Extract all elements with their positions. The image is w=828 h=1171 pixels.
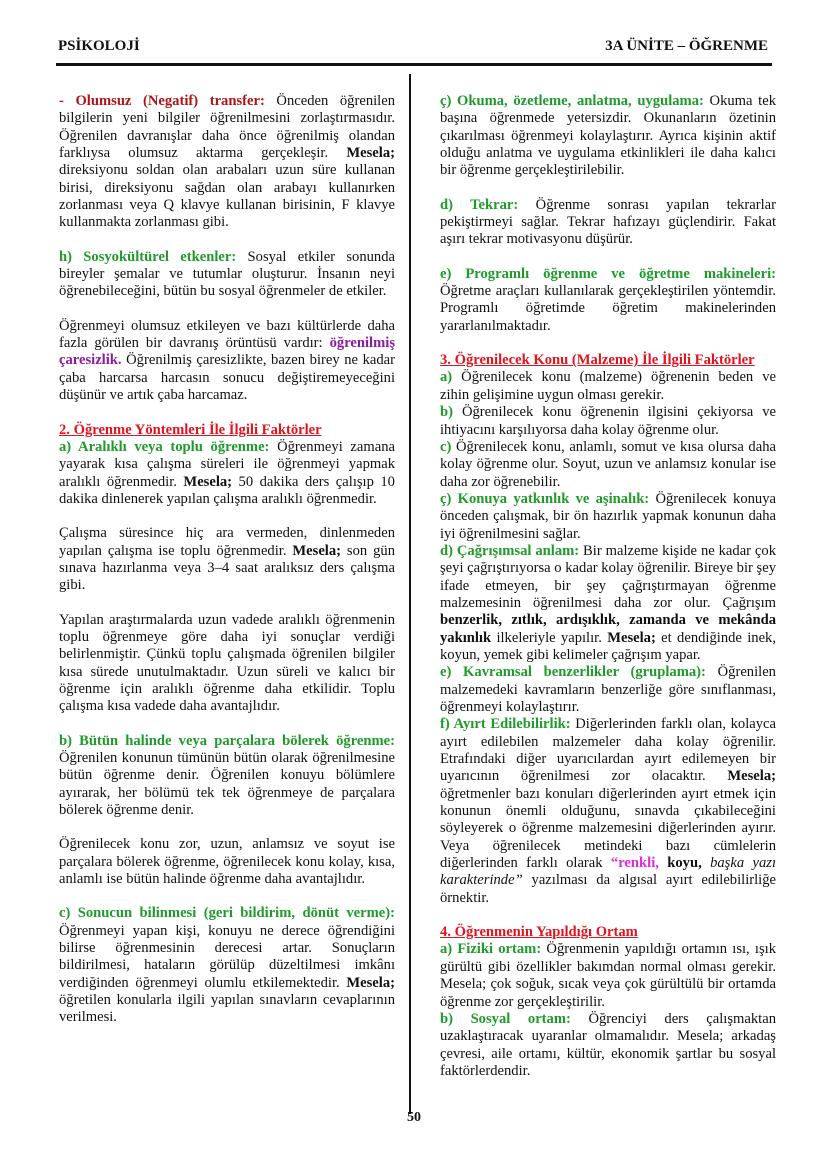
paragraph (440, 197, 776, 249)
header-rule (56, 63, 772, 66)
heading-text: 3. Öğrenilecek Konu (Malzeme) İle İlgili Faktörler (440, 352, 755, 369)
text-run: son gün sınava hazırlanma veya 3–4 saat aralıksız ders çalışma gibi. (59, 542, 395, 594)
text-run: Öğrenme sonrası yapılan tekrarlar pekiştirmeyi sağlar. Tekrar hafızayı güçlendirir. Fakat aşırı tekrar motivasyonu düşürür. (440, 196, 776, 248)
left-column (59, 93, 395, 1044)
paragraph (440, 941, 776, 1010)
text-run: Öğrenmenin yapıldığı ortamın ısı, ışık gürültü gibi özellikler bakımdan normal olması gerekir. Mesela; çok soğuk, sıcak veya çok gürültülü bir ortamda öğrenme zor gerçekleştirilir. (440, 941, 776, 1010)
text-run: Mesela; (346, 145, 395, 162)
text-run: Mesela; (292, 542, 342, 559)
paragraph (440, 266, 776, 335)
section-heading (440, 352, 776, 369)
term-label: b) (440, 404, 453, 421)
text-run: Öğrenmeyi olumsuz etkileyen ve bazı kültürlerde daha fazla görülen bir davranış örüntüsü vardır: (59, 317, 395, 352)
heading-text: 2. Öğrenme Yöntemleri İle İlgili Faktörler (59, 421, 322, 438)
right-column (440, 93, 776, 1080)
term-label: a) Aralıklı veya toplu öğrenme: (59, 438, 270, 455)
text-run: “renkli, (610, 855, 659, 872)
text-run: Öğrenilecek konu (malzeme) öğrenenin beden ve zihin gelişimine uygun olması gerekir. (440, 369, 776, 403)
term-label: d) Çağrışımsal anlam: (440, 542, 580, 559)
paragraph (59, 836, 395, 888)
term-label: ç) Okuma, özetleme, anlatma, uygulama: (440, 93, 704, 109)
term-label: d) Tekrar: (440, 196, 519, 213)
paragraph (440, 491, 776, 543)
text-run: Öğrenmeyi yapan kişi, konuyu ne derece öğrendiğini bilirse öğrenmesinin derecesi artar. Sonuçların bildirilmesi, hataların görülüp düzeltilmesi imkânı verdiğinden öğrenmeyi olumlu etkilemektedir. (59, 922, 395, 991)
paragraph (59, 612, 395, 716)
text-run: Bir malzeme kişide ne kadar çok şeyi çağrıştırıyorsa o kadar kolay öğrenilir. Bireye bir şey ifade etmeyen, bir şey çağrıştırmayan öğrenme malzemesinin öğrenilmesi daha zor olur. Çağrışım (440, 542, 776, 611)
term-label: c) (440, 438, 452, 455)
text-run: benzerlik, zıtlık, ardışıklık, zamanda ve mekânda yakınlık (440, 612, 776, 646)
section-heading (440, 924, 776, 941)
text-run: Öğrenilecek konuya önceden çalışmak, bir ön hazırlık yapmak konunun daha iyi öğrenilmesini sağlar. (440, 490, 776, 542)
term-label: c) Sonucun bilinmesi (geri bildirim, dönüt verme): (59, 905, 395, 922)
term-label: h) Sosyokültürel etkenler: (59, 248, 237, 265)
paragraph (59, 525, 395, 594)
text-run: Öğretme araçları kullanılarak gerçekleştirilen yöntemdir. Programlı öğretimde öğretim makinelerinden yararlanılmaktadır. (440, 283, 776, 334)
paragraph (59, 733, 395, 820)
heading-text: 4. Öğrenmenin Yapıldığı Ortam (440, 924, 638, 941)
paragraph (59, 318, 395, 405)
text-run: ilkeleriyle yapılır. (491, 629, 608, 646)
text-run: Mesela; (346, 974, 395, 991)
term-label: a) (440, 369, 453, 386)
text-run: Mesela; (183, 473, 233, 490)
paragraph (59, 905, 395, 1026)
term-label: f) Ayırt Edilebilirlik: (440, 716, 571, 733)
section-heading (59, 422, 395, 439)
text-run: Öğrenmeyi zamana yayarak kısa çalışma süreleri ile öğrenmeyi yapmak aralıklı öğrenmedir. (59, 438, 395, 490)
text-run: Çalışma süresince hiç ara vermeden, dinlenmeden yapılan çalışma ise toplu öğrenmedir. (59, 525, 395, 559)
header-unit-title: 3A ÜNİTE – ÖĞRENME (605, 38, 768, 54)
text-run: Mesela; (727, 768, 776, 785)
term-label: a) Fiziki ortam: (440, 941, 542, 958)
column-divider (409, 74, 411, 1114)
text-run: Sosyal etkiler sonunda bireyler şemalar ve tutumlar oluşturur. İnsanın neyi öğrenebileceğini, bütün bu sosyal öğrenmeler de etkiler. (59, 248, 395, 300)
paragraph (59, 439, 395, 508)
term-label: b) Sosyal ortam: (440, 1010, 571, 1027)
paragraph (440, 1011, 776, 1080)
text-run: Yapılan araştırmalarda uzun vadede aralıklı öğrenmenin toplu öğrenmeye göre daha iyi sonuçlar verdiği belirlenmiştir. Çünkü toplu çalışmada öğrenilen bilgiler kısa sürede unutulmaktadır. Uzun süreli ve kalıcı bir öğrenme için aralıklı öğrenme daha etkilidir. Toplu çalışma kısa vadede daha avantajlıdır. (59, 611, 395, 715)
text-run: koyu, (658, 855, 702, 872)
text-run: başka yazı karakterinde” (440, 855, 776, 889)
text-run: et dendiğinde inek, koyun, yemek gibi kelimeler çağrışım yapar. (440, 629, 776, 663)
term-label: - Olumsuz (Negatif) transfer: (59, 93, 265, 109)
text-run: Önceden öğrenilen bilgilerin yeni bilgiler öğrenilmesini zorlaştırmasıdır. Öğrenilen davranışlar daha önce öğrenilmiş olandan farklıysa olumsuz aktarma gerçekleşir. (59, 93, 395, 162)
text-run: öğrenilmiş çaresizlik. (59, 335, 395, 369)
paragraph (59, 249, 395, 301)
text-run: Öğrenilen konunun tümünün bütün olarak öğrenilmesine bütün öğrenme denir. Öğrenilen konuyu bölümlere ayırarak, her bölümü tek tek öğrenmeye de parçalara bölerek öğrenme denir. (59, 750, 395, 819)
paragraph (440, 439, 776, 491)
text-run: direksiyonu soldan olan arabaları uzun süre kullanan birisi, direksiyonu sağdan olan arabayı kullanırken zorlanması veya Q klavye kullanan birisinin, F klavye kullanmakta zorlanması gibi. (59, 162, 395, 231)
text-run: Öğrenciyi ders çalışmaktan uzaklaştıracak uyaranlar olmamalıdır. Mesela; arkadaş çevresi, aile ortamı, kültür, ekonomik şartlar bu sosyal faktörlerdendir. (440, 1010, 777, 1079)
term-label: e) Programlı öğrenme ve öğretme makineleri: (440, 265, 776, 282)
text-run: Öğrenilecek konu öğrenenin ilgisini çekiyorsa ve ihtiyacını karşılıyorsa daha kolay öğrenme olur. (440, 404, 776, 438)
term-label: ç) Konuya yatkınlık ve aşinalık: (440, 490, 650, 507)
term-label: b) Bütün halinde veya parçalara bölerek öğrenme: (59, 732, 395, 749)
text-run: Diğerlerinden farklı olan, kolayca ayırt edilebilen malzemeler daha kolay öğrenilir. Etrafındaki diğer uyarıcılardan ayırt edilemeyen bir uyarıcının öğrenilmesi zor olacaktır. (440, 716, 776, 785)
text-run: 50 dakika ders çalışıp 10 dakika dinlenerek yapılan çalışma aralıklı öğrenmedir. (59, 473, 395, 507)
text-run: öğretmenler bazı konuları diğerlerinden ayırt etmek için konunun önemli olduğunu, sınavda çıkabileceğini söyleyerek o öğrenme malzemesini diğerlerinden ayırır. Veya öğrenilecek metindeki bazı cümlelerin diğerlerinden farklı olarak (440, 785, 776, 872)
paragraph (59, 93, 395, 232)
paragraph (440, 404, 776, 439)
paragraph (440, 664, 776, 716)
paragraph (440, 369, 776, 404)
text-run: yazılması da algısal ayırt edilebilirliğe örnektir. (440, 872, 776, 906)
text-run: Okuma tek başına öğrenmede yetersizdir. Okunanların özetinin çıkarılması öğrenmeyi kolaylaştırır. Ayrıca kişinin aktif olduğu anlatma ve uygulama etkinlikleri ile daha kalıcı bir öğrenme gerçekleştirilebilir. (440, 93, 776, 179)
text-run: Öğrenilen malzemedeki kavramların benzerliğe göre sınıflanması, öğrenmeyi kolaylaştırır. (440, 664, 776, 715)
header-subject: PSİKOLOJİ (58, 38, 140, 54)
text-run: Öğrenilmiş çaresizlikte, bazen birey ne kadar çaba harcarsa harcasın sonucu değiştiremeyeceğini düşünür ve artık çaba harcamaz. (59, 352, 395, 404)
paragraph (440, 543, 776, 664)
text-run: Mesela; (607, 629, 656, 646)
text-run: Öğrenilecek konu, anlamlı, somut ve kısa olursa daha kolay öğrenme olur. Soyut, uzun ve anlamsız konular ise daha zor öğrenebilir. (440, 438, 776, 490)
text-run: Öğrenilecek konu zor, uzun, anlamsız ve soyut ise parçalara bölerek öğrenme, öğrenilecek konu kolay, kısa, anlamlı ise bütün halinde öğrenme daha avantajlıdır. (59, 836, 395, 888)
page-number: 50 (407, 1110, 421, 1125)
paragraph (440, 93, 776, 180)
term-label: e) Kavramsal benzerlikler (gruplama): (440, 664, 706, 681)
paragraph (440, 716, 776, 907)
text-run: öğretilen konularla ilgili yapılan sınavların cevaplarının verilmesi. (59, 992, 395, 1026)
